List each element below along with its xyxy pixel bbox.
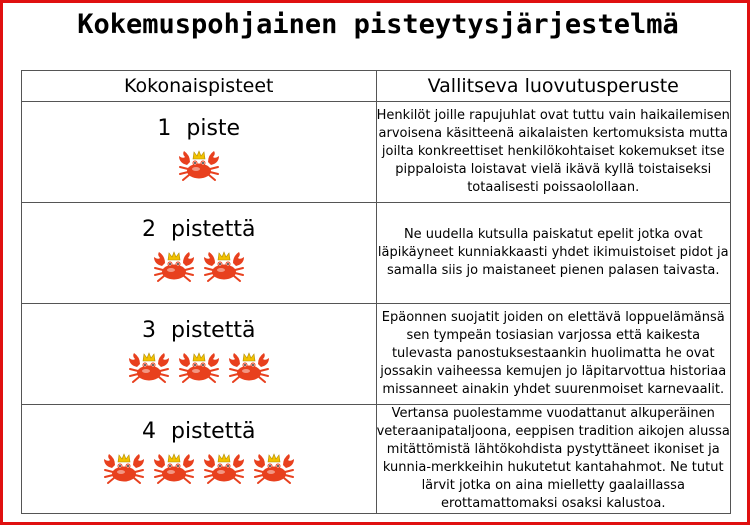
header-criteria: Vallitseva luovutusperuste: [376, 71, 731, 102]
points-label: 1 piste: [157, 116, 241, 141]
points-cell: [22, 304, 377, 405]
crowned-crab-icon: [201, 248, 247, 284]
crab-group: [22, 450, 376, 486]
points-label: 4 pistettä: [142, 419, 256, 444]
crowned-crab-icon: [151, 248, 197, 284]
crowned-crab-icon: [226, 349, 272, 385]
crowned-crab-icon: [151, 450, 197, 486]
scoring-table: [21, 70, 731, 514]
crab-group: [22, 349, 376, 385]
header-total-points: Kokonaispisteet: [22, 71, 377, 102]
crowned-crab-icon: [126, 349, 172, 385]
points-cell: [22, 203, 377, 304]
points-cell: [22, 405, 377, 514]
crowned-crab-icon: [201, 450, 247, 486]
crab-group: [22, 248, 376, 284]
table-row: [22, 203, 731, 304]
crowned-crab-icon: [251, 450, 297, 486]
page-title: Kokemuspohjainen pisteytysjärjestelmä: [77, 9, 679, 40]
crab-group: [22, 147, 376, 183]
criteria-text: Vertansa puolestamme vuodattanut alkuperäinen veteraanipataljoona, eeppisen tradition aikojen alussa mitättömistä lähtökohdista pystyttäneet ikoniset ja kunnia-merkkeihin hukutetut kantahahmot. Ne tutut lärvit jotka on aina mielletty gaalaillassa erottamattomaksi osaksi kalustoa.: [376, 405, 731, 514]
crowned-crab-icon: [176, 147, 222, 183]
points-label: 3 pistettä: [142, 318, 256, 343]
crowned-crab-icon: [176, 349, 222, 385]
criteria-text: Henkilöt joille rapujuhlat ovat tuttu vain haikailemisen arvoisena käsitteenä aikalaisten kertomuksista mutta joilta konkreettiset henkilökohtaiset kokemukset itse pippaloista loistavat vielä ikävä kyllä toistaiseksi totaalisesti poissaolollaan.: [376, 102, 731, 203]
points-cell: [22, 102, 377, 203]
table-header-row: [22, 71, 731, 102]
table-row: [22, 405, 731, 514]
table-row: [22, 304, 731, 405]
criteria-text: Epäonnen suojatit joiden on elettävä loppuelämänsä sen tympeän tosiasian varjossa että kaikesta tulevasta panostuksestaankin huolimatta he ovat jossakin vaiheessa kemujen jo läpitarvottua historiaa missanneet ainakin yhdet suurenmoiset karnevaalit.: [376, 304, 731, 405]
table-row: [22, 102, 731, 203]
criteria-text: Ne uudella kutsulla paiskatut epelit jotka ovat läpikäyneet kunniakkaasti yhdet ikimuistoiset pidot ja samalla siis jo maistaneet pienen palasen taivasta.: [376, 203, 731, 304]
crowned-crab-icon: [101, 450, 147, 486]
points-label: 2 pistettä: [142, 217, 256, 242]
